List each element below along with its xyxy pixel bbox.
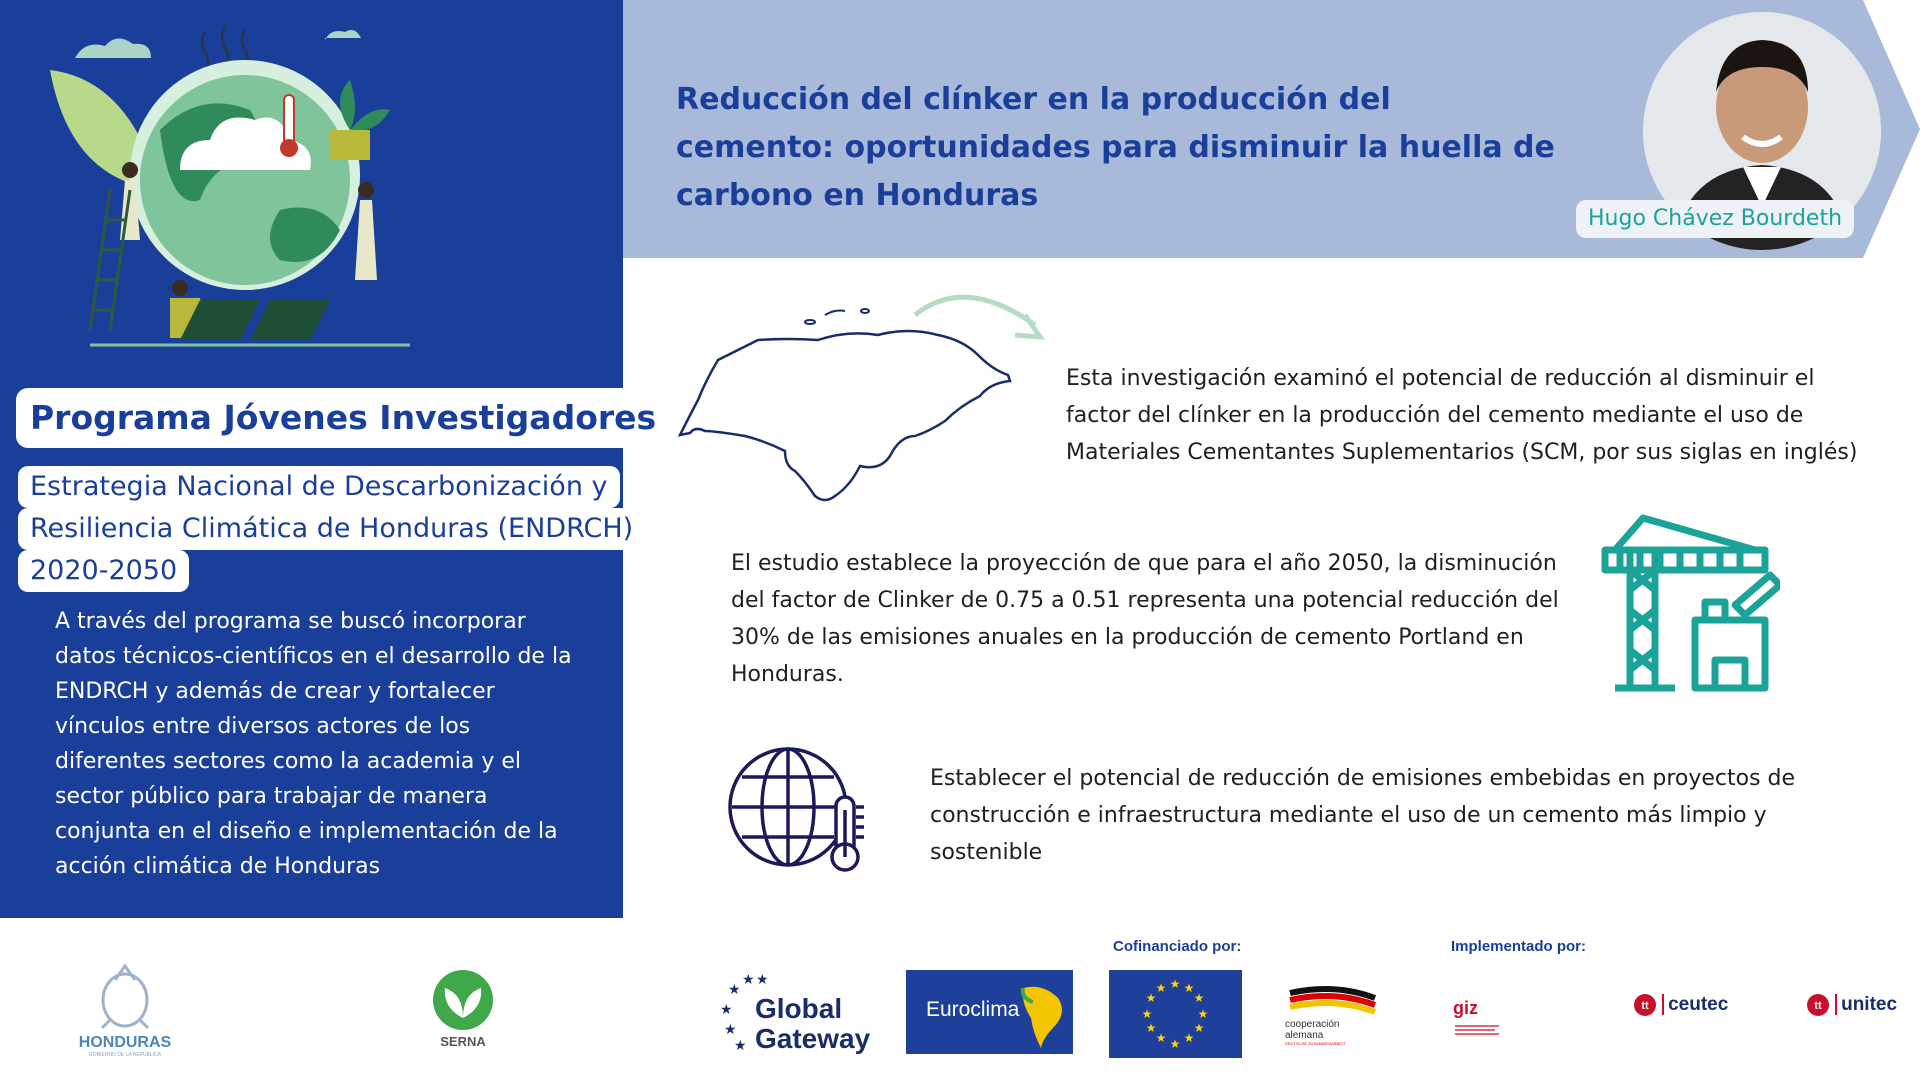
researcher-name: Hugo Chávez Bourdeth bbox=[1576, 200, 1854, 238]
honduras-logo-subtext: GOBIERNO DE LA REPÚBLICA bbox=[88, 1052, 162, 1058]
german-flag-wave-icon bbox=[1285, 985, 1380, 1015]
strategy-line: 2020-2050 bbox=[18, 550, 189, 592]
ceutec-text: ceutec bbox=[1662, 994, 1728, 1015]
tt-emblem-icon bbox=[1806, 993, 1830, 1017]
svg-text:★: ★ bbox=[756, 972, 769, 988]
svg-text:★: ★ bbox=[1145, 991, 1157, 1005]
svg-text:★: ★ bbox=[1169, 1037, 1181, 1051]
construction-crane-icon bbox=[1595, 510, 1780, 695]
euroclima-logo bbox=[906, 970, 1073, 1054]
serna-leaf-icon bbox=[428, 968, 498, 1030]
svg-text:★: ★ bbox=[720, 1002, 733, 1018]
giz-fine-print bbox=[1453, 1023, 1503, 1037]
cofinanced-label: Cofinanciado por: bbox=[1113, 938, 1242, 955]
cooperacion-text-1: cooperación bbox=[1285, 1019, 1340, 1030]
eu-flag-logo bbox=[1109, 970, 1242, 1058]
svg-text:★: ★ bbox=[1183, 1031, 1195, 1045]
latin-america-map-icon bbox=[1018, 978, 1068, 1048]
svg-text:★: ★ bbox=[1193, 991, 1205, 1005]
giz-text: giz bbox=[1453, 998, 1478, 1018]
strategy-line: Resiliencia Climática de Honduras (ENDRCH) bbox=[18, 508, 645, 550]
research-title: Reducción del clínker en la producción del cemento: oportunidades para disminuir la huella de carbono en Honduras bbox=[676, 82, 1555, 213]
program-description: A través del programa se buscó incorporar datos técnicos-científicos en el desarrollo de la ENDRCH y además de crear y fortalecer vínculos entre diversos actores de los diferentes sectores como la academia y el sector público para trabajar de manera conjunta en el diseño e implementación de la acción climática de Honduras bbox=[55, 609, 572, 879]
serna-logo-text: SERNA bbox=[440, 1034, 486, 1049]
unitec-text: unitec bbox=[1835, 994, 1897, 1015]
global-gateway-text-1: Global bbox=[755, 993, 843, 1024]
svg-text:★: ★ bbox=[1155, 981, 1167, 995]
paragraph-scm: Esta investigación examinó el potencial de reducción al disminuir el factor del clínker en la producción del cemento mediante el uso de Materiales Cementantes Suplementarios (SCM, por sus siglas en inglés) bbox=[1066, 366, 1858, 465]
strategy-line: Estrategia Nacional de Descarbonización y bbox=[18, 466, 620, 508]
unitec-logo bbox=[1806, 993, 1916, 1023]
implemented-label: Implementado por: bbox=[1451, 938, 1587, 955]
climate-earth-illustration bbox=[30, 10, 450, 360]
svg-text:★: ★ bbox=[1197, 1007, 1209, 1021]
program-title: Programa Jóvenes Investigadores bbox=[16, 388, 670, 448]
svg-text:tt: tt bbox=[1641, 1000, 1649, 1012]
global-gateway-text-2: Gateway bbox=[755, 1023, 871, 1054]
cooperacion-text-2: alemana bbox=[1285, 1030, 1324, 1041]
svg-text:★: ★ bbox=[742, 972, 755, 988]
svg-text:★: ★ bbox=[1141, 1007, 1153, 1021]
globe-thermometer-icon bbox=[728, 745, 873, 875]
svg-text:★: ★ bbox=[1145, 1021, 1157, 1035]
svg-text:★: ★ bbox=[724, 1022, 737, 1038]
strategy-title bbox=[18, 466, 634, 592]
honduras-government-logo bbox=[70, 960, 180, 1060]
global-gateway-logo bbox=[720, 970, 885, 1060]
ceutec-logo bbox=[1633, 993, 1733, 1023]
svg-text:★: ★ bbox=[1183, 981, 1195, 995]
svg-text:★: ★ bbox=[1155, 1031, 1167, 1045]
svg-text:★: ★ bbox=[1169, 977, 1181, 991]
cooperacion-alemana-logo bbox=[1285, 985, 1385, 1045]
paragraph-objective: Establecer el potencial de reducción de emisiones embebidas en proyectos de construcción e infraestructura mediante el uso de un cemento más limpio y sostenible bbox=[930, 766, 1796, 865]
giz-logo bbox=[1453, 998, 1533, 1028]
serna-logo bbox=[428, 968, 498, 1048]
left-panel bbox=[0, 0, 657, 918]
eu-stars-circle-icon bbox=[1109, 970, 1242, 1058]
honduras-logo-text: HONDURAS bbox=[78, 1034, 172, 1051]
honduras-map-icon bbox=[670, 285, 1080, 515]
svg-text:tt: tt bbox=[1814, 1000, 1822, 1012]
cooperacion-text-3: DEUTSCHE ZUSAMMENARBEIT bbox=[1285, 1041, 1346, 1046]
svg-text:★: ★ bbox=[1193, 1021, 1205, 1035]
euroclima-text: Euroclima bbox=[926, 998, 1020, 1021]
coat-of-arms-icon bbox=[70, 960, 180, 1030]
paragraph-projection: El estudio establece la proyección de que para el año 2050, la disminución del factor de Clinker de 0.75 a 0.51 representa una potencial reducción del 30% de las emisiones anuales en la producción de cemento Portland en Honduras. bbox=[731, 551, 1559, 687]
tt-emblem-icon bbox=[1633, 993, 1657, 1017]
svg-text:★: ★ bbox=[728, 982, 741, 998]
svg-text:★: ★ bbox=[734, 1038, 747, 1054]
